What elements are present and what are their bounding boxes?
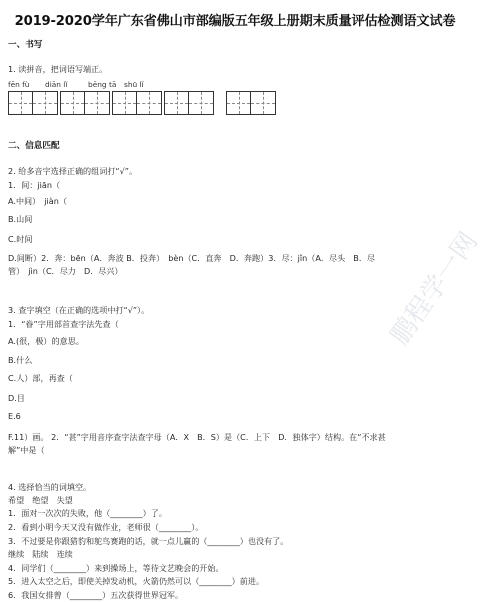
watermark: 鹏程学一网: [384, 226, 485, 351]
question-2: 2. 给多音字选择正确的组词打“√”。: [8, 166, 138, 176]
writing-grid-5[interactable]: [226, 91, 276, 115]
q2-option: A.中间） jiàn（: [8, 196, 67, 206]
q4-item: 1．面对一次次的失败，他（________）了。: [8, 508, 167, 518]
q3-line: 1．“眷”字用部首查字法先查（: [8, 319, 119, 329]
writing-grid-2[interactable]: [60, 91, 110, 115]
grid-cell[interactable]: [33, 92, 57, 114]
q2-line: 1．间：jiān（: [8, 180, 61, 190]
q3-option: E.6: [8, 411, 21, 421]
grid-cell[interactable]: [137, 92, 161, 114]
q2-option: D.间断）2．奔：bēn（A．奔波 B．投奔） bèn（C．直奔 D．奔跑）3．尽：jǐn（A．尽头 B．尽: [8, 253, 376, 263]
pinyin-1: fēn fù: [8, 80, 30, 89]
q3-option: 解”中是（: [8, 445, 45, 455]
grid-cell[interactable]: [9, 92, 33, 114]
grid-cell[interactable]: [165, 92, 189, 114]
pinyin-3: bēng tā: [88, 80, 117, 89]
section-heading-writing: 一、书写: [8, 40, 43, 50]
q3-option: D.目: [8, 393, 25, 403]
word-choices-1: 希望 绝望 失望: [8, 495, 73, 505]
q2-option: 管） jìn（C．尽力 D．尽兴）: [8, 266, 123, 276]
question-4: 4. 选择恰当的词填空。: [8, 482, 92, 492]
pinyin-4: shū lǐ: [124, 80, 144, 89]
pinyin-2: diān lǐ: [45, 80, 68, 89]
section-heading-matching: 二、信息匹配: [8, 141, 60, 151]
word-choices-2: 继续 陆续 连续: [8, 549, 73, 559]
grid-cell[interactable]: [85, 92, 109, 114]
grid-cell[interactable]: [227, 92, 251, 114]
q4-item: 5．进入太空之后，即使关掉发动机，火箭仍然可以（________）前进。: [8, 576, 265, 586]
page-title: 2019-2020学年广东省佛山市部编版五年级上册期末质量评估检测语文试卷: [14, 14, 456, 29]
grid-cell[interactable]: [61, 92, 85, 114]
q2-option: B.山间: [8, 214, 33, 224]
writing-grid-4[interactable]: [164, 91, 214, 115]
q3-option: C.人）部，再查（: [8, 373, 73, 383]
q4-item: 6．我国女排曾（________）五次获得世界冠军。: [8, 590, 184, 600]
q4-item: 3．不过要是你跟猎豹和鸵鸟赛跑的话，就一点儿赢的（________）也没有了。: [8, 536, 289, 546]
q3-option: B.什么: [8, 355, 33, 365]
q4-item: 4．同学们（________）来到操场上，等待文艺晚会的开始。: [8, 563, 224, 573]
q3-option: A.(很，极）的意思。: [8, 336, 84, 346]
writing-grid-3[interactable]: [112, 91, 162, 115]
grid-cell[interactable]: [189, 92, 213, 114]
q3-option: F.11）画。 2．“甚”字用音序查字法查字母（A．X B．S）是（C．上下 D．独体字）结构。在“不求甚: [8, 432, 386, 442]
grid-cell[interactable]: [113, 92, 137, 114]
grid-cell[interactable]: [251, 92, 275, 114]
question-3: 3. 查字填空（在正确的选项中打“√”）。: [8, 305, 150, 315]
question-1: 1. 读拼音，把词语写端正。: [8, 64, 108, 74]
q2-option: C.时间: [8, 234, 33, 244]
writing-grid-1[interactable]: [8, 91, 58, 115]
q4-item: 2．看到小明今天又没有做作业，老师很（________）。: [8, 522, 204, 532]
